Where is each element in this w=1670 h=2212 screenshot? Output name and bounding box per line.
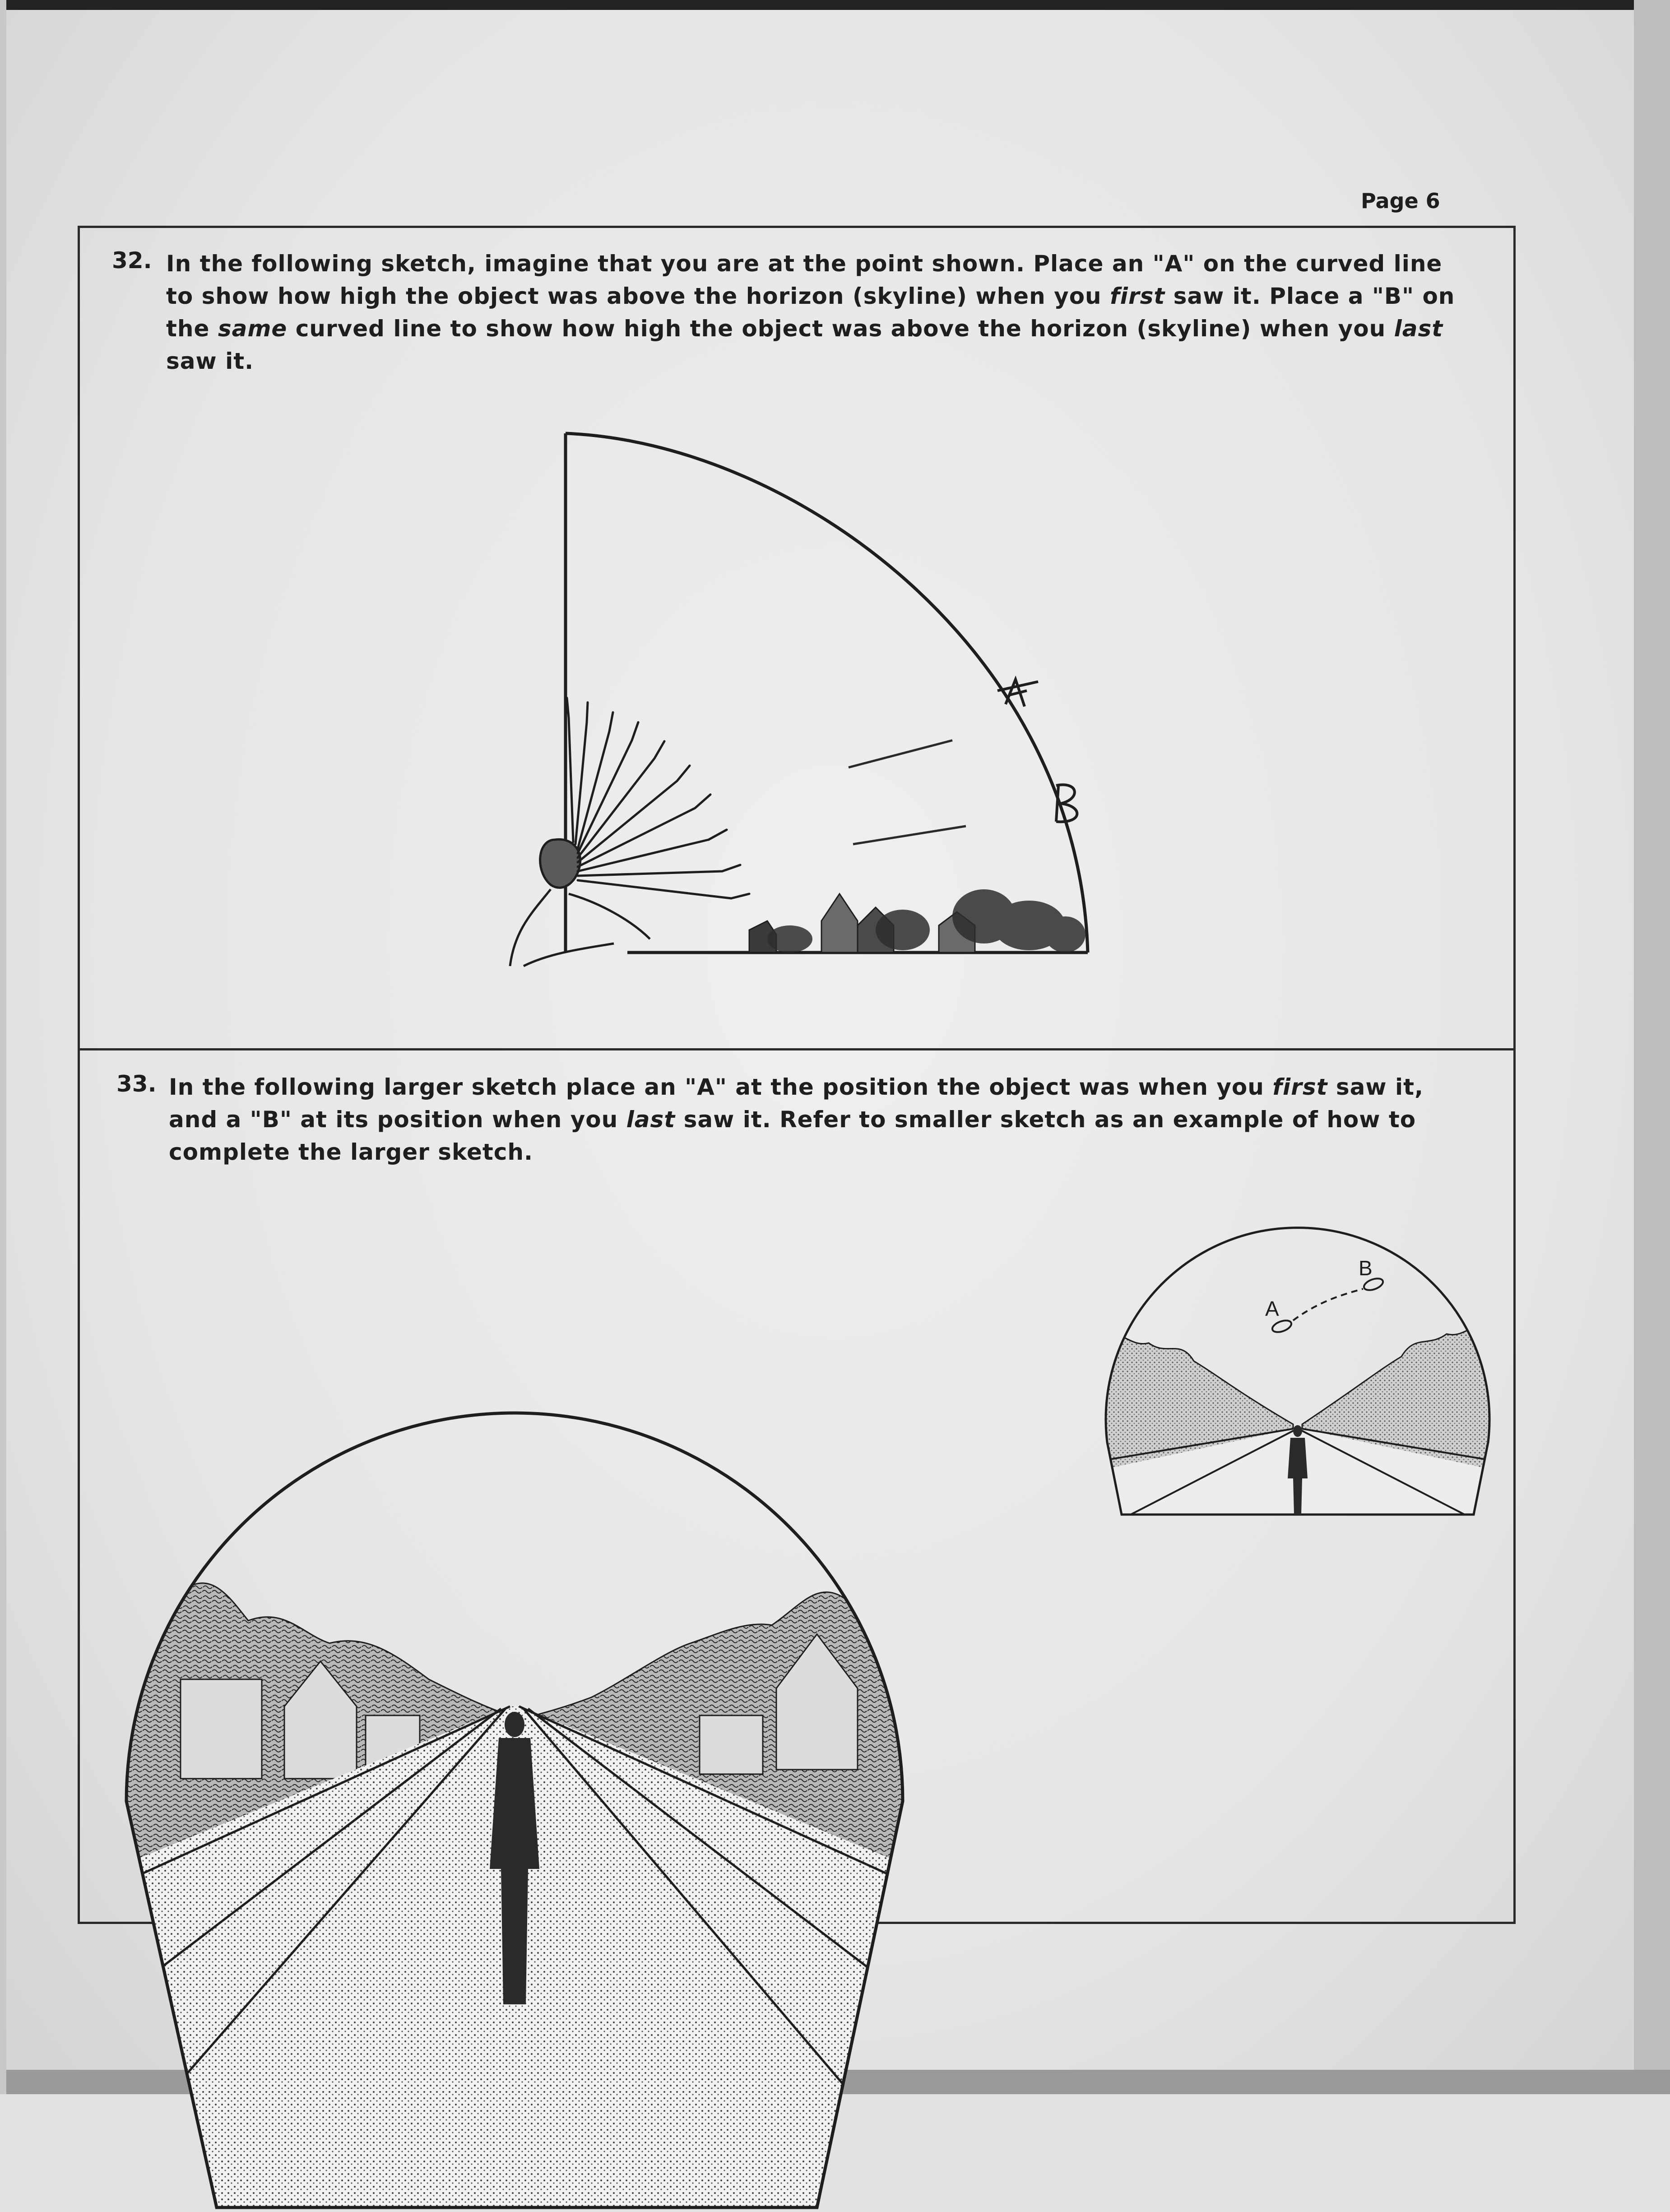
question-33-text-part-3: saw it. Refer to smaller sketch as an example of how to complete the larger sketch.: [169, 1106, 1416, 1165]
example-object-path: [1271, 1276, 1385, 1334]
section-divider: [78, 1048, 1516, 1050]
question-32-text-part-4: saw it.: [166, 348, 254, 374]
question-33-emphasis-last: last: [626, 1106, 676, 1133]
question-32-emphasis-first: first: [1110, 283, 1165, 309]
question-32-emphasis-same: same: [218, 316, 288, 342]
scan-edge-right: [1634, 0, 1670, 2094]
small-example-sketch: [1104, 1244, 1492, 1524]
sky-arc-sketch: [496, 424, 1137, 993]
question-33-emphasis-first: first: [1272, 1074, 1328, 1100]
question-33-text: [169, 1071, 1478, 1168]
page-number: Page 6: [1361, 189, 1440, 213]
example-label-a: A: [1265, 1297, 1279, 1320]
question-33-number: 33.: [116, 1071, 157, 1097]
question-32-text-part-2: saw it. Place a "B" on the: [166, 283, 1455, 342]
question-32-text-part-1: In the following sketch, imagine that you are at the point shown. Place an "A" on the curved line to show how high the object was above the horizon (skyline) when you: [166, 251, 1443, 309]
large-street-sketch: [113, 1237, 916, 2212]
question-33-text-part-2: saw it, and a "B" at its position when you: [169, 1074, 1424, 1133]
question-32-emphasis-last: last: [1394, 316, 1443, 342]
example-dashed-trajectory: [1293, 1289, 1363, 1320]
scan-edge-top: [0, 0, 1670, 10]
scan-edge-left: [0, 0, 6, 2094]
motion-streaks: [849, 740, 966, 844]
question-33-text-part-1: In the following larger sketch place an "A" at the position the object was when you: [169, 1074, 1273, 1100]
example-label-b: B: [1359, 1256, 1373, 1280]
question-32-text: [166, 247, 1475, 377]
question-32-number: 32.: [112, 247, 152, 274]
question-32-text-part-3: curved line to show how high the object was above the horizon (skyline) when you: [287, 316, 1394, 342]
example-object-a: [1271, 1318, 1293, 1334]
pointing-arms: [567, 698, 749, 898]
skyline-trees: [767, 889, 1086, 953]
